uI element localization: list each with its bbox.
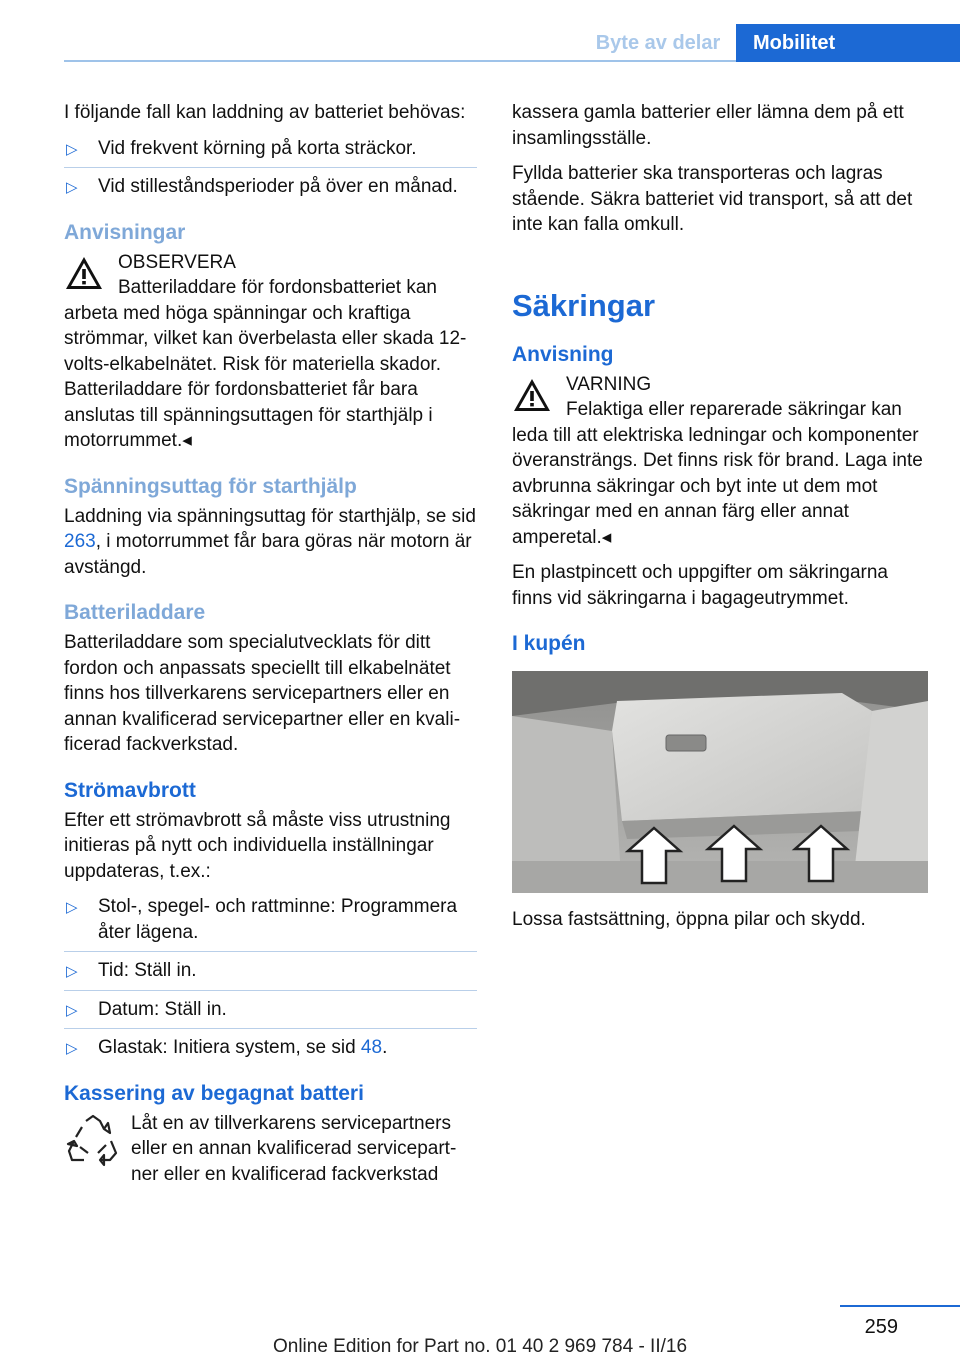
spanning-text: Laddning via spänningsuttag för starthjälp, se sid: [64, 505, 476, 527]
heading-anvisning: Anvisning: [512, 342, 614, 366]
page-link-263[interactable]: 263: [64, 531, 96, 552]
list-item: [64, 1035, 477, 1061]
kassering-box: [64, 1111, 477, 1188]
stromavbrott-paragraph: Efter ett strömavbrott så måste viss utrustning initieras på nytt och individuella inställningar uppdateras, t.ex.:: [64, 809, 451, 882]
warning-text: Batteriladdare för fordonsbatteriet kan arbeta med höga spänningar och kraftiga strömmar, vilket kan överbelasta eller skada 12-volts-elkabelnätet. Risk för materiella skador. Batteriladdare för fordonsbatteriet får bara anslutas till spänningsuttagen för starthjälp i motorrummet.: [64, 277, 467, 451]
edition-footer: Online Edition for Part no. 01 40 2 969 784 - II/16: [272, 1336, 688, 1357]
triangle-bullet-icon: ▷: [66, 963, 78, 980]
glastak-text: Glastak: Initiera system, se sid: [98, 1037, 361, 1058]
warning-label: OBSERVERA: [118, 251, 236, 273]
recycle-icon: [64, 1113, 122, 1167]
heading-sakringar: Säkringar: [512, 287, 656, 323]
heading-spanningsuttag: Spänningsuttag för starthjälp: [64, 474, 357, 498]
page-number: 259: [864, 1316, 898, 1338]
warning-label: VARNING: [566, 373, 652, 395]
kassering-paragraph: Låt en av tillverkarens servicepartners eller en annan kvalificerad servicepartner eller en kvalificerad fackverkstad: [131, 1112, 457, 1185]
heading-anvisningar: Anvisningar: [64, 220, 186, 244]
glastak-period: .: [382, 1037, 388, 1058]
pincett-paragraph: En plastpincett och uppgifter om säkringarna finns vid säkringarna i bagageutrymmet.: [512, 562, 888, 609]
spanning-paragraph: [64, 504, 477, 581]
list-item-text: Datum: Ställ in.: [98, 998, 227, 1020]
list-item: [64, 136, 477, 169]
triangle-bullet-icon: ▷: [66, 179, 78, 196]
heading-stromavbrott: Strömavbrott: [64, 778, 196, 802]
triangle-bullet-icon: ▷: [66, 899, 78, 916]
list-item: [64, 997, 477, 1030]
kassering-continued: kassera gamla batterier eller lämna dem på ett insamlingsställe.: [512, 102, 904, 149]
transport-paragraph: Fyllda batterier ska transporteras och lagras stående. Säkra batteriet vid transport, så att det inte kan falla omkull.: [512, 163, 913, 235]
list-item: [64, 894, 477, 952]
header-chapter-tab[interactable]: Mobilitet: [736, 24, 960, 62]
heading-i-kupen: I kupén: [512, 632, 586, 655]
footer-rule: [840, 1305, 960, 1307]
end-marker: ◂: [601, 526, 612, 548]
heading-kassering: Kassering av begagnat batteri: [64, 1081, 364, 1105]
warning-text: Felaktiga eller reparerade säkringar kan leda till att elektriska ledningar och komponenter överansträngs. Det finns risk för brand. Laga inte avbrunna säkringar och byt inte ut dem mot säkringar med en annan färg eller annat amperetal.: [512, 399, 923, 548]
warning-triangle-icon: [64, 254, 104, 292]
warning-triangle-icon: [512, 376, 552, 414]
heading-batteriladdare: Batteriladdare: [64, 601, 206, 624]
right-column: [512, 100, 928, 943]
triangle-bullet-icon: ▷: [66, 140, 78, 158]
warning-box-observera: [64, 250, 477, 454]
page-link-48[interactable]: 48: [360, 1037, 383, 1058]
list-item-text: Tid: Ställ in.: [98, 960, 197, 981]
glovebox-photo: [512, 671, 928, 893]
intro-bullet-list: [64, 136, 477, 200]
list-item-text: Stol-, spegel- och rattminne: Programmera åter lägena.: [98, 896, 458, 943]
triangle-bullet-icon: ▷: [66, 1040, 78, 1057]
intro-text: I följande fall kan laddning av batteriet behövas:: [64, 102, 466, 123]
stromavbrott-bullet-list: [64, 894, 477, 1061]
list-item-text: [98, 1037, 387, 1058]
photo-caption: Lossa fastsättning, öppna pilar och skydd.: [512, 909, 866, 930]
batteriladdare-paragraph: Batteriladdare som specialutvecklats för ditt fordon och anpassats speciellt till elkabelnätet finns hos tillverkarens servicepartners eller en annan kvalificerad servicepartner eller en kvalificerad fackverkstad.: [64, 632, 461, 755]
warning-box-varning: [512, 372, 928, 551]
list-item: [64, 958, 477, 991]
spanning-text-cont: , i motorrummet får bara göras när motorn är avstängd.: [64, 531, 472, 578]
triangle-bullet-icon: ▷: [66, 1001, 78, 1019]
header-section-tab[interactable]: Byte av delar: [595, 32, 721, 54]
list-item-text: Vid stilleståndsperioder på över en månad.: [98, 176, 458, 197]
list-item-text: Vid frekvent körning på korta sträckor.: [98, 137, 417, 159]
list-item: [64, 174, 477, 200]
end-marker: ◂: [182, 430, 192, 451]
left-column: [64, 100, 477, 1197]
